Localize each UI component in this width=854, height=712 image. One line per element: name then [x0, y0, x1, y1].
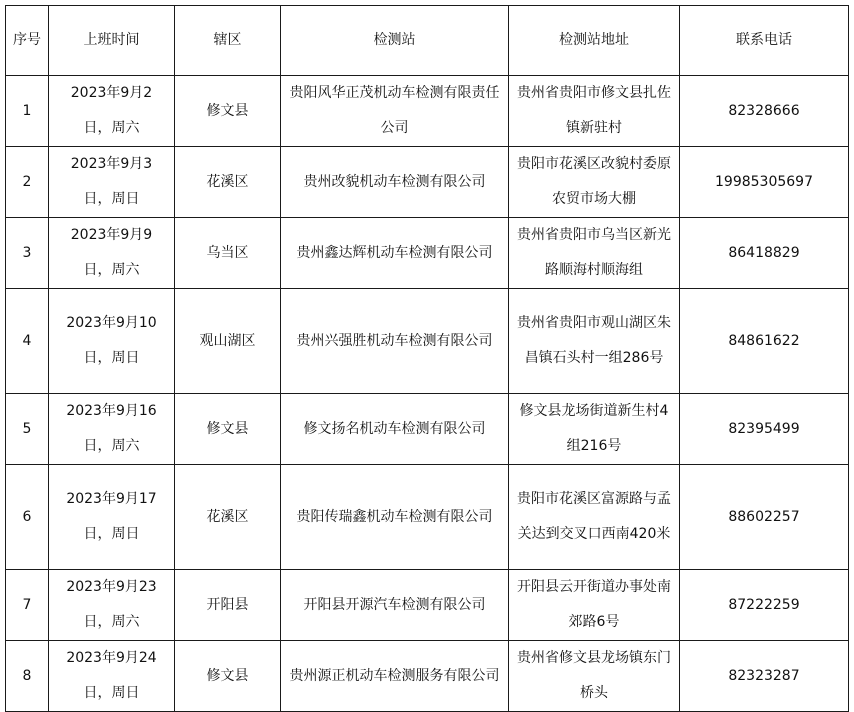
cell-phone: 88602257	[680, 465, 849, 570]
cell-phone: 84861622	[680, 289, 849, 394]
schedule-table-wrapper	[5, 5, 849, 712]
cell-district: 乌当区	[175, 218, 281, 289]
table-row	[6, 394, 849, 465]
cell-index: 2	[6, 147, 49, 218]
cell-station: 贵阳传瑞鑫机动车检测有限公司	[281, 465, 509, 570]
cell-address: 贵阳市花溪区富源路与孟关达到交叉口西南420米	[509, 465, 680, 570]
cell-index: 6	[6, 465, 49, 570]
table-row	[6, 289, 849, 394]
cell-phone: 82395499	[680, 394, 849, 465]
header-phone: 联系电话	[680, 6, 849, 76]
table-row	[6, 641, 849, 712]
cell-district: 修文县	[175, 641, 281, 712]
table-row	[6, 218, 849, 289]
header-index: 序号	[6, 6, 49, 76]
cell-time: 2023年9月2日，周六	[49, 76, 175, 147]
cell-district: 观山湖区	[175, 289, 281, 394]
cell-station: 开阳县开源汽车检测有限公司	[281, 570, 509, 641]
cell-index: 8	[6, 641, 49, 712]
cell-phone: 86418829	[680, 218, 849, 289]
schedule-table	[5, 5, 849, 712]
cell-time: 2023年9月17日，周日	[49, 465, 175, 570]
cell-time: 2023年9月23日，周六	[49, 570, 175, 641]
header-address: 检测站地址	[509, 6, 680, 76]
cell-district: 开阳县	[175, 570, 281, 641]
cell-phone: 87222259	[680, 570, 849, 641]
cell-address: 贵州省贵阳市修文县扎佐镇新驻村	[509, 76, 680, 147]
cell-address: 修文县龙场街道新生村4组216号	[509, 394, 680, 465]
cell-address: 开阳县云开街道办事处南郊路6号	[509, 570, 680, 641]
table-row	[6, 570, 849, 641]
cell-district: 修文县	[175, 76, 281, 147]
header-station: 检测站	[281, 6, 509, 76]
cell-time: 2023年9月3日，周日	[49, 147, 175, 218]
cell-address: 贵州省修文县龙场镇东门桥头	[509, 641, 680, 712]
table-row	[6, 76, 849, 147]
table-header-row	[6, 6, 849, 76]
cell-phone: 82323287	[680, 641, 849, 712]
header-time: 上班时间	[49, 6, 175, 76]
cell-phone: 82328666	[680, 76, 849, 147]
cell-index: 5	[6, 394, 49, 465]
cell-index: 3	[6, 218, 49, 289]
cell-station: 修文扬名机动车检测有限公司	[281, 394, 509, 465]
cell-station: 贵州改貌机动车检测有限公司	[281, 147, 509, 218]
cell-time: 2023年9月24日，周日	[49, 641, 175, 712]
cell-station: 贵州鑫达辉机动车检测有限公司	[281, 218, 509, 289]
cell-index: 7	[6, 570, 49, 641]
table-row	[6, 465, 849, 570]
cell-station: 贵州兴强胜机动车检测有限公司	[281, 289, 509, 394]
cell-time: 2023年9月16日，周六	[49, 394, 175, 465]
cell-address: 贵阳市花溪区改貌村委原农贸市场大棚	[509, 147, 680, 218]
cell-index: 1	[6, 76, 49, 147]
cell-index: 4	[6, 289, 49, 394]
cell-address: 贵州省贵阳市观山湖区朱昌镇石头村一组286号	[509, 289, 680, 394]
cell-time: 2023年9月9日，周六	[49, 218, 175, 289]
cell-time: 2023年9月10日，周日	[49, 289, 175, 394]
cell-district: 修文县	[175, 394, 281, 465]
cell-district: 花溪区	[175, 465, 281, 570]
cell-station: 贵州源正机动车检测服务有限公司	[281, 641, 509, 712]
cell-station: 贵阳风华正茂机动车检测有限责任公司	[281, 76, 509, 147]
table-row	[6, 147, 849, 218]
header-district: 辖区	[175, 6, 281, 76]
cell-phone: 19985305697	[680, 147, 849, 218]
cell-district: 花溪区	[175, 147, 281, 218]
cell-address: 贵州省贵阳市乌当区新光路顺海村顺海组	[509, 218, 680, 289]
